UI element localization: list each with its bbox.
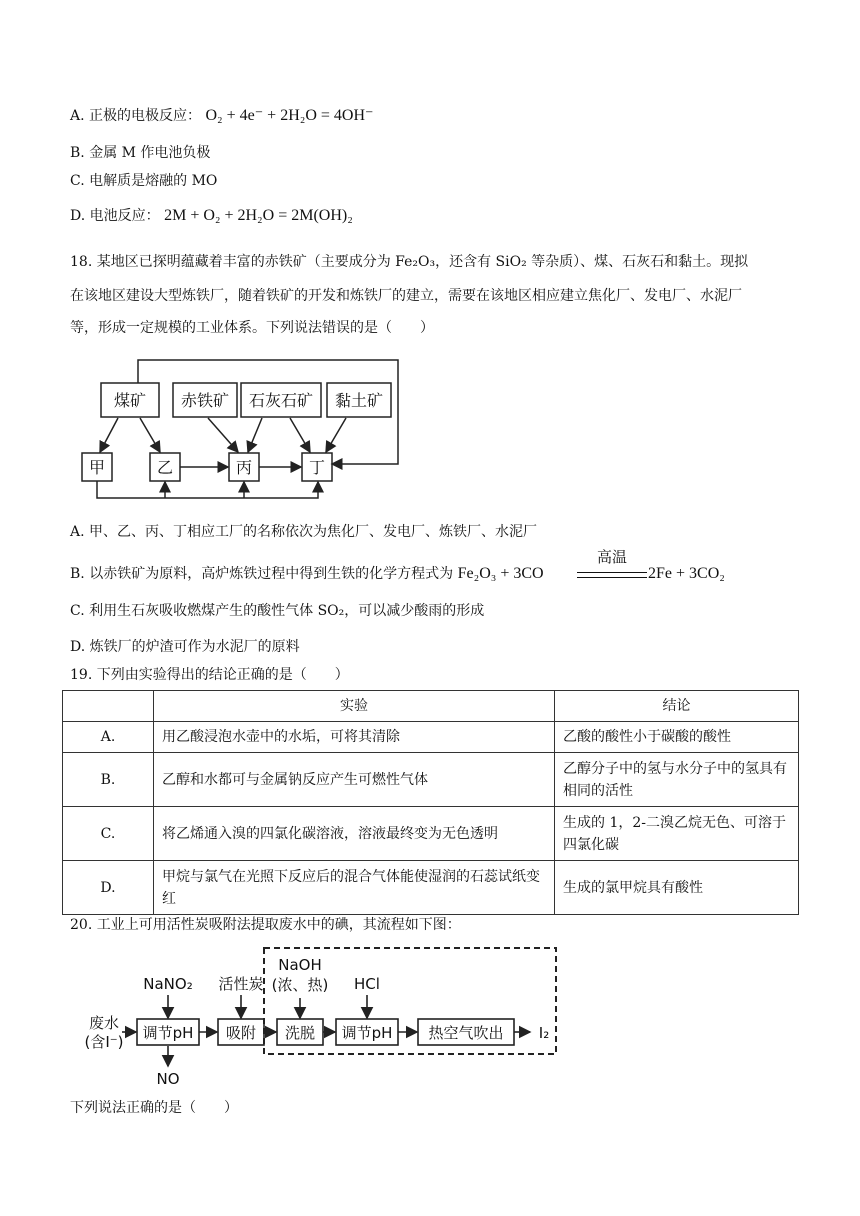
flow-step-label-3: 洗脱 (284, 1024, 316, 1042)
flow-reagent-naoh-cond: (浓、热) (271, 976, 329, 994)
table-header-row (63, 691, 799, 722)
q17-option-d-equation: 2M + O₂ + 2H₂O = 2M(OH)₂ (164, 207, 353, 224)
flow-reagent-carbon: 活性炭 (218, 975, 264, 993)
flow-reagent-hcl: HCl (354, 975, 380, 993)
q18-stem-line-2: 在该地区建设大型炼铁厂，随着铁矿的开发和炼铁厂的建立，需要在该地区相应建立焦化厂、发电厂、水泥厂 (70, 288, 742, 304)
q18-condition-label: 高温 (596, 548, 627, 566)
row-experiment: 将乙烯通入溴的四氯化碳溶液，溶液最终变为无色透明 (154, 807, 555, 861)
q17-option-a-prefix: A. 正极的电极反应： (70, 108, 202, 124)
flow-input-wastewater: 废水 (88, 1014, 120, 1032)
q18-option-b (70, 564, 544, 584)
row-experiment: 甲烷与氯气在光照下反应后的混合气体能使湿润的石蕊试纸变红 (154, 861, 555, 915)
q17-option-b: B. 金属 M 作电池负极 (70, 145, 211, 161)
flow-input-iodide: (含I⁻) (84, 1033, 124, 1051)
flow-output-i2: I₂ (538, 1024, 550, 1042)
header-conclusion: 结论 (555, 691, 799, 722)
row-experiment: 乙醇和水都可与金属钠反应产生可燃性气体 (154, 753, 555, 807)
header-experiment: 实验 (154, 691, 555, 722)
q18-stem-line-1: 18. 某地区已探明蕴藏着丰富的赤铁矿（主要成分为 Fe₂O₃，还含有 SiO₂ 等杂质）、煤、石灰石和黏土。现拟 (70, 254, 749, 270)
q19-stem: 19. 下列由实验得出的结论正确的是（ ） (70, 667, 349, 683)
label-bing: 丙 (235, 458, 253, 477)
row-option: B. (63, 753, 154, 807)
row-option: A. (63, 722, 154, 753)
q17-option-a (70, 106, 373, 126)
flow-step-label-4: 调节pH (341, 1024, 393, 1042)
q20-stem: 20. 工业上可用活性炭吸附法提取废水中的碘，其流程如下图： (70, 917, 461, 933)
header-option (63, 691, 154, 722)
q18-option-b-lhs: Fe₂O₃ + 3CO (457, 565, 544, 582)
q19-table (62, 690, 799, 915)
q18-option-c: C. 利用生石灰吸收燃煤产生的酸性气体 SO₂，可以减少酸雨的形成 (70, 603, 485, 619)
label-hematite-mine: 赤铁矿 (180, 391, 230, 410)
row-conclusion: 生成的氯甲烷具有酸性 (555, 861, 799, 915)
q18-option-b-rhs: 2Fe + 3CO₂ (648, 565, 725, 582)
label-ding: 丁 (308, 458, 326, 477)
q18-reaction-condition (577, 546, 647, 567)
row-conclusion: 生成的 1，2-二溴乙烷无色、可溶于四氯化碳 (555, 807, 799, 861)
q20-question: 下列说法正确的是（ ） (70, 1100, 238, 1116)
q18-equals-bar (577, 572, 647, 578)
q20-flowchart (0, 940, 860, 1090)
q18-option-d: D. 炼铁厂的炉渣可作为水泥厂的原料 (70, 639, 300, 655)
q17-option-c: C. 电解质是熔融的 MO (70, 173, 218, 189)
q18-stem-line-3: 等，形成一定规模的工业体系。下列说法错误的是（ ） (70, 320, 434, 336)
q18-option-b-prefix: B. 以赤铁矿为原料，高炉炼铁过程中得到生铁的化学方程式为 (70, 566, 454, 582)
flow-reagent-nano2: NaNO₂ (143, 975, 193, 993)
table-row (63, 753, 799, 807)
label-coal-mine: 煤矿 (113, 391, 147, 410)
row-conclusion: 乙醇分子中的氢与水分子中的氢具有相同的活性 (555, 753, 799, 807)
q17-option-a-equation: O₂ + 4e⁻ + 2H₂O = 4OH⁻ (205, 107, 374, 124)
label-yi: 乙 (156, 458, 174, 477)
q18-option-a: A. 甲、乙、丙、丁相应工厂的名称依次为焦化厂、发电厂、炼铁厂、水泥厂 (70, 524, 538, 540)
row-experiment: 用乙酸浸泡水壶中的水垢，可将其清除 (154, 722, 555, 753)
label-limestone-mine: 石灰石矿 (248, 391, 314, 410)
q17-option-d (70, 206, 353, 226)
table-row (63, 722, 799, 753)
flow-step-label-5: 热空气吹出 (428, 1024, 504, 1042)
table-row (63, 807, 799, 861)
row-option: C. (63, 807, 154, 861)
table-row (63, 861, 799, 915)
q17-option-d-prefix: D. 电池反应： (70, 208, 160, 224)
label-clay-mine: 黏土矿 (334, 391, 384, 410)
flow-step-label-2: 吸附 (225, 1024, 257, 1042)
flow-byproduct-no: NO (156, 1070, 180, 1088)
row-option: D. (63, 861, 154, 915)
q18-factory-diagram (0, 348, 860, 508)
flow-reagent-naoh: NaOH (278, 956, 322, 974)
flow-step-label-1: 调节pH (142, 1024, 194, 1042)
row-conclusion: 乙酸的酸性小于碳酸的酸性 (555, 722, 799, 753)
label-jia: 甲 (88, 458, 106, 477)
